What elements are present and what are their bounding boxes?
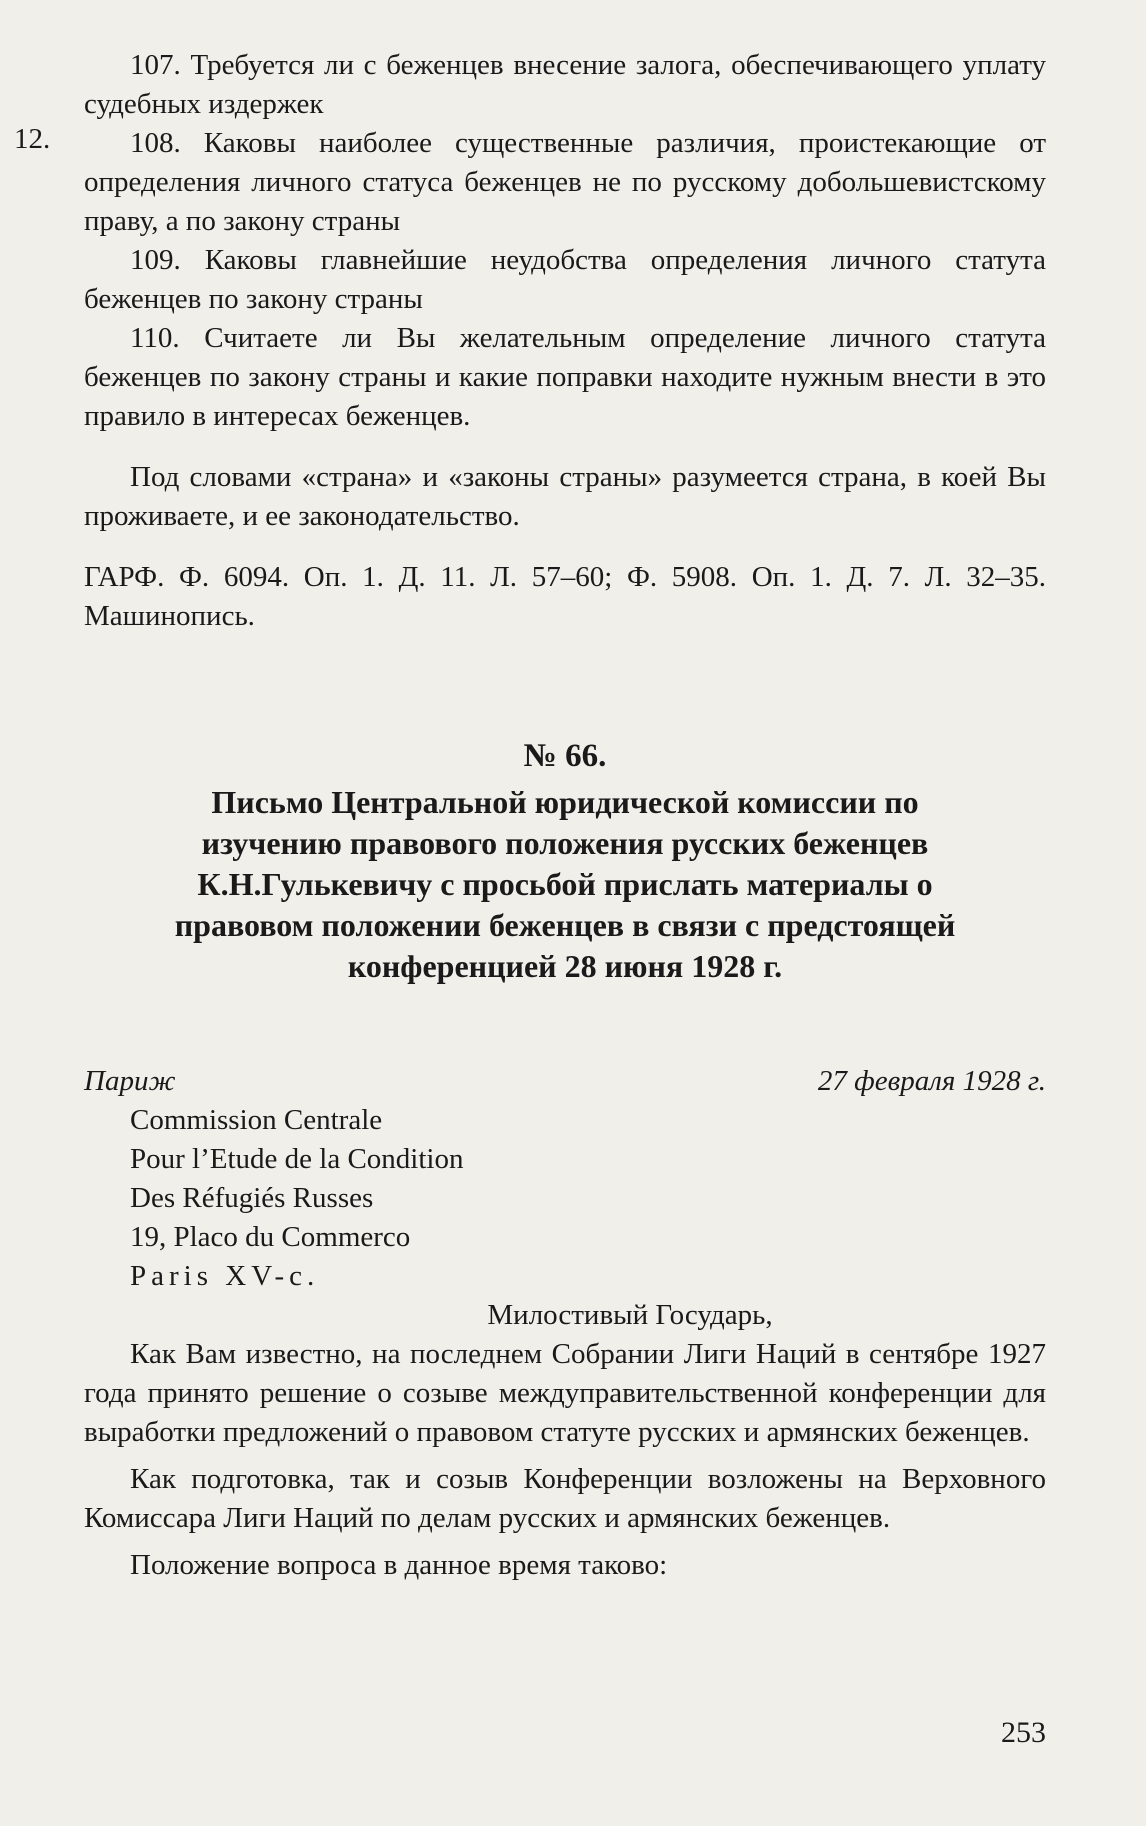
- letter-paragraph-1: Как Вам известно, на последнем Собрании Лиги Наций в сентябре 1927 года принято решение о созыве междуправительственной конференции для выработки предложений о правовом статуте русских и армянских беженцев.: [84, 1338, 1046, 1448]
- address-line-1: Commission Centrale: [130, 1104, 383, 1136]
- document-title: Письмо Центральной юридической комиссии по изучению правового положения русских беженцев К.Н.Гулькевичу с просьбой прислать материалы о правовом положении беженцев в связи с предстоящей конференцией 28 июня 1928 г.: [174, 784, 956, 984]
- date: 27 февраля 1928 г.: [817, 1065, 1046, 1097]
- document-number: № 66.: [523, 738, 607, 774]
- address-line-5: Paris XV-c.: [130, 1260, 320, 1292]
- margin-line-number: 12.: [14, 123, 51, 155]
- definition-note: Под словами «страна» и «законы страны» разумеется страна, в коей Вы проживаете, и ее законодательство.: [84, 461, 1046, 532]
- question-110: 110. Считаете ли Вы желательным определение личного статута беженцев по закону страны и какие поправки находите нужным внести в это правило в интересах беженцев.: [84, 322, 1046, 432]
- place: Париж: [84, 1065, 176, 1097]
- salutation: Милостивый Государь,: [487, 1299, 773, 1331]
- address-line-4: 19, Placo du Commerco: [130, 1221, 411, 1253]
- address-line-3: Des Réfugiés Russes: [130, 1182, 374, 1214]
- questionnaire-continuation: [84, 46, 1046, 636]
- question-109: 109. Каковы главнейшие неудобства определения личного статута беженцев по закону страны: [84, 244, 1046, 315]
- address-line-2: Pour l’Etude de la Condition: [130, 1143, 464, 1175]
- document-heading: [84, 734, 1046, 987]
- question-107: 107. Требуется ли с беженцев внесение залога, обеспечивающего уплату судебных издержек: [84, 49, 1047, 120]
- letter-paragraph-2: Как подготовка, так и созыв Конференции возложены на Верховного Комиссара Лиги Наций по делам русских и армянских беженцев.: [84, 1463, 1046, 1534]
- page-number: 253: [1001, 1716, 1046, 1749]
- letter-body: [84, 1062, 1046, 1585]
- letter-paragraph-3: Положение вопроса в данное время таково:: [130, 1549, 668, 1581]
- question-108: 108. Каковы наиболее существенные различия, проистекающие от определения личного статуса беженцев не по русскому добольшевистскому праву, а по закону страны: [84, 127, 1047, 237]
- place-date-line: [84, 1062, 1046, 1101]
- archive-source: ГАРФ. Ф. 6094. Оп. 1. Д. 11. Л. 57–60; Ф. 5908. Оп. 1. Д. 7. Л. 32–35. Машинопись.: [84, 561, 1046, 632]
